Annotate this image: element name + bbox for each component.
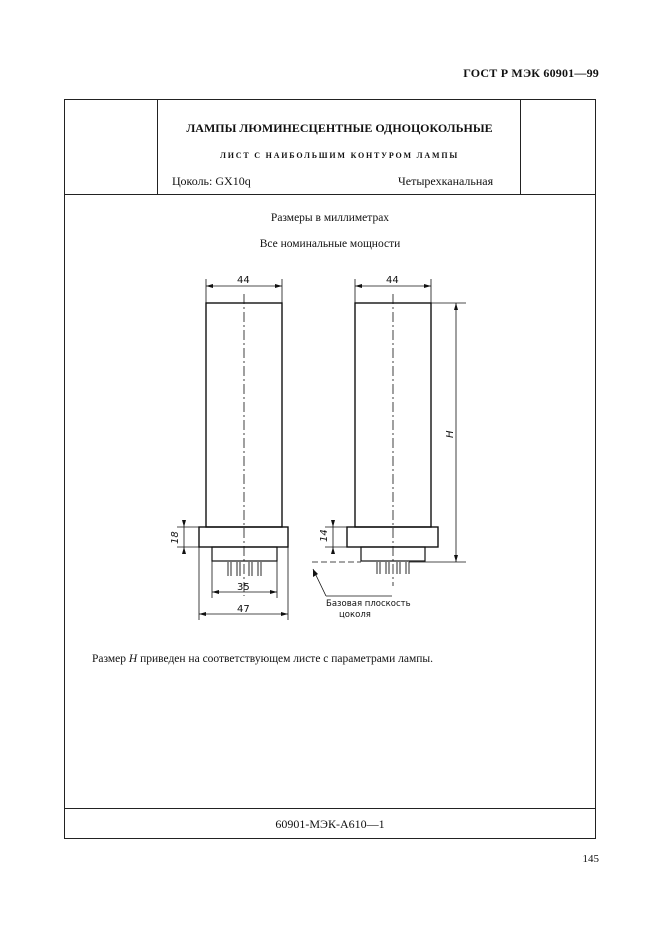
dimensions-note: Размеры в миллиметрах (270, 212, 390, 224)
power-note: Все номинальные мощности (259, 238, 401, 250)
standard-code: ГОСТ Р МЭК 60901—99 (463, 66, 599, 80)
left-base-height-label: 18 (170, 531, 181, 544)
left-pins (228, 562, 261, 576)
left-width-label: 44 (237, 275, 250, 286)
type-label: Четырехканальная (398, 174, 494, 188)
left-lamp-base-neck (212, 547, 277, 561)
sheet-subtitle: ЛИСТ С НАИБОЛЬШИМ КОНТУРОМ ЛАМПЫ (220, 151, 459, 160)
callout-line-1: Базовая плоскость (326, 599, 411, 609)
left-lamp-base (199, 527, 288, 547)
height-label: H (445, 430, 456, 438)
callout-line-2: цоколя (339, 610, 371, 620)
right-lamp-base (347, 527, 438, 547)
left-pin-span-label: 35 (237, 582, 250, 593)
sheet-title: ЛАМПЫ ЛЮМИНЕСЦЕНТНЫЕ ОДНОЦОКОЛЬНЫЕ (186, 121, 493, 135)
size-h-prefix: Размер (92, 653, 129, 665)
size-h-note (92, 653, 433, 665)
base-label: Цоколь: GX10q (172, 174, 251, 188)
size-h-suffix: приведен на соответствующем листе с параметрами лампы. (137, 653, 433, 665)
left-base-width-label: 47 (237, 604, 250, 615)
document-id: 60901-МЭК-А610—1 (275, 817, 385, 831)
right-base-height-label: 14 (319, 529, 330, 542)
footer-divider (64, 808, 596, 809)
right-width-label: 44 (386, 275, 399, 286)
page-number: 145 (582, 853, 599, 865)
size-h-symbol: H (128, 653, 138, 665)
arrowheads (182, 284, 458, 616)
